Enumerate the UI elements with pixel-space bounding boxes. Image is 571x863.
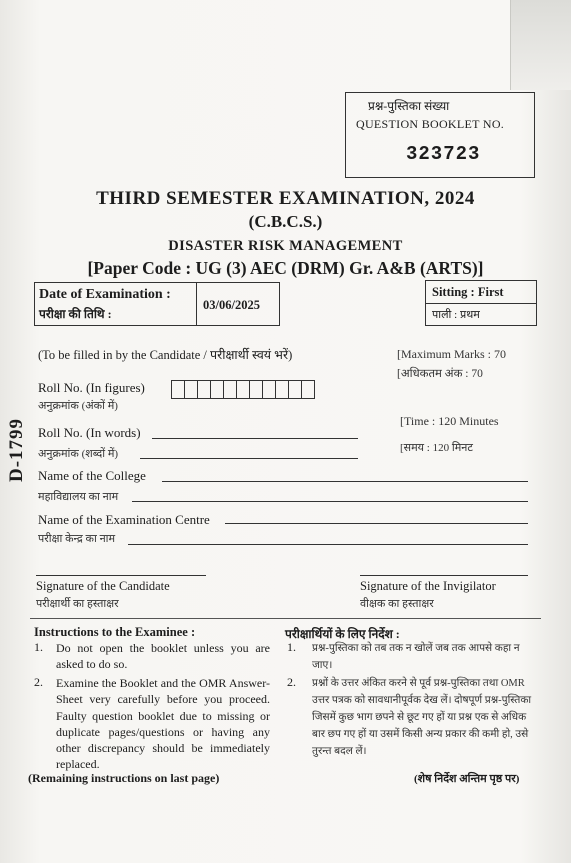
question-booklet-box [345, 92, 535, 178]
subject-title: DISASTER RISK MANAGEMENT [168, 238, 403, 254]
roll-digit-box[interactable] [249, 380, 263, 399]
candidate-note: (To be filled in by the Candidate / परीक्षार्थी स्वयं भरें) [38, 348, 293, 362]
remaining-instructions-note: (Remaining instructions on last page) [28, 771, 220, 785]
roll-figures-label-hindi: अनुक्रमांक (अंकों में) [38, 400, 118, 412]
instruction-number-hindi: 2. [287, 675, 296, 689]
exam-date-value: 03/06/2025 [203, 298, 260, 312]
college-label-hindi: महाविद्यालय का नाम [38, 491, 119, 503]
exam-date-label-hindi: परीक्षा की तिथि : [39, 307, 112, 321]
invigilator-signature-line[interactable] [360, 575, 528, 576]
date-box-divider [196, 283, 197, 325]
roll-words-label: Roll No. (In words) [38, 425, 141, 440]
booklet-label-hindi: प्रश्न-पुस्तिका संख्या [368, 99, 450, 113]
side-code [2, 400, 32, 500]
max-marks-hindi: [अधिकतम अंक : 70 [397, 368, 483, 380]
roll-words-line[interactable] [152, 438, 358, 439]
centre-line-2[interactable] [128, 544, 528, 545]
roll-digit-box[interactable] [197, 380, 211, 399]
instruction-number: 1. [34, 640, 43, 654]
instruction-text: Examine the Booklet and the OMR Answer-Sheet very carefully before you proceed. Faulty question booklet due to missing or duplicate pages/questions or having any other discrepancy should be immediately replaced. [56, 676, 270, 772]
instruction-text-hindi: प्रश्न-पुस्तिका को तब तक न खोलें जब तक आपसे कहा न जाए। [312, 643, 520, 671]
instruction-number: 2. [34, 675, 43, 689]
booklet-label: QUESTION BOOKLET NO. [356, 117, 505, 131]
max-marks: [Maximum Marks : 70 [397, 347, 506, 361]
roll-words-line-2[interactable] [140, 458, 358, 459]
instruction-number-hindi: 1. [287, 640, 296, 654]
centre-line[interactable] [225, 523, 528, 524]
instructions-heading-hindi: परीक्षार्थियों के लिए निर्देश : [285, 627, 400, 641]
sitting-label-hindi: पाली : प्रथम [432, 309, 480, 321]
time-limit: [Time : 120 Minutes [400, 414, 499, 428]
instruction-text-hindi: प्रश्नों के उत्तर अंकित करने से पूर्व प्रश्न-पुस्तिका तथा OMR उत्तर पत्रक को सावधानीपूर्वक देख लें। दोषपूर्ण प्रश्न-पुस्तिका जिसमें कुछ भाग छपने से छूट गए हों या प्रश्न एक से अधिक बार छप गए हों या उसमें किसी अन्य प्रकार की कमी हो, उसे तुरन्त बदल लें। [312, 678, 532, 757]
instruction-text: Do not open the booklet unless you are asked to do so. [56, 641, 270, 672]
exam-scheme: (C.B.C.S.) [248, 212, 323, 231]
exam-title: THIRD SEMESTER EXAMINATION, 2024 [96, 188, 475, 209]
paper-code: [Paper Code : UG (3) AEC (DRM) Gr. A&B (ARTS)] [87, 258, 484, 278]
candidate-signature-label: Signature of the Candidate [36, 579, 170, 593]
page-edge [510, 0, 571, 90]
candidate-signature-label-hindi: परीक्षार्थी का हस्ताक्षर [36, 598, 119, 610]
centre-label-hindi: परीक्षा केन्द्र का नाम [38, 533, 116, 545]
sitting-box [425, 280, 537, 326]
roll-digit-box[interactable] [236, 380, 250, 399]
exam-date-label: Date of Examination : [39, 287, 171, 302]
instructions-heading: Instructions to the Examinee : [34, 625, 196, 639]
time-limit-hindi: [समय : 120 मिनट [400, 442, 473, 454]
roll-digit-box[interactable] [288, 380, 302, 399]
college-line[interactable] [162, 481, 528, 482]
sitting-label: Sitting : First [432, 285, 504, 299]
college-label: Name of the College [38, 468, 146, 483]
roll-digit-box[interactable] [210, 380, 224, 399]
booklet-number: 323723 [406, 143, 481, 165]
invigilator-signature-label: Signature of the Invigilator [360, 579, 496, 593]
sitting-box-divider [426, 303, 536, 304]
roll-words-label-hindi: अनुक्रमांक (शब्दों में) [38, 448, 119, 460]
centre-label: Name of the Examination Centre [38, 512, 210, 527]
roll-digit-box[interactable] [171, 380, 185, 399]
roll-number-boxes[interactable] [172, 380, 315, 399]
candidate-signature-line[interactable] [36, 575, 206, 576]
invigilator-signature-label-hindi: वीक्षक का हस्ताक्षर [360, 598, 434, 610]
exam-date-box [34, 282, 280, 326]
roll-figures-label: Roll No. (In figures) [38, 380, 145, 395]
roll-digit-box[interactable] [184, 380, 198, 399]
section-divider [30, 618, 541, 619]
college-line-2[interactable] [132, 501, 528, 502]
roll-digit-box[interactable] [275, 380, 289, 399]
roll-digit-box[interactable] [223, 380, 237, 399]
roll-digit-box[interactable] [301, 380, 315, 399]
remaining-instructions-note-hindi: (शेष निर्देश अन्तिम पृष्ठ पर) [414, 773, 520, 785]
side-code-text: D-1799 [6, 417, 27, 483]
roll-digit-box[interactable] [262, 380, 276, 399]
